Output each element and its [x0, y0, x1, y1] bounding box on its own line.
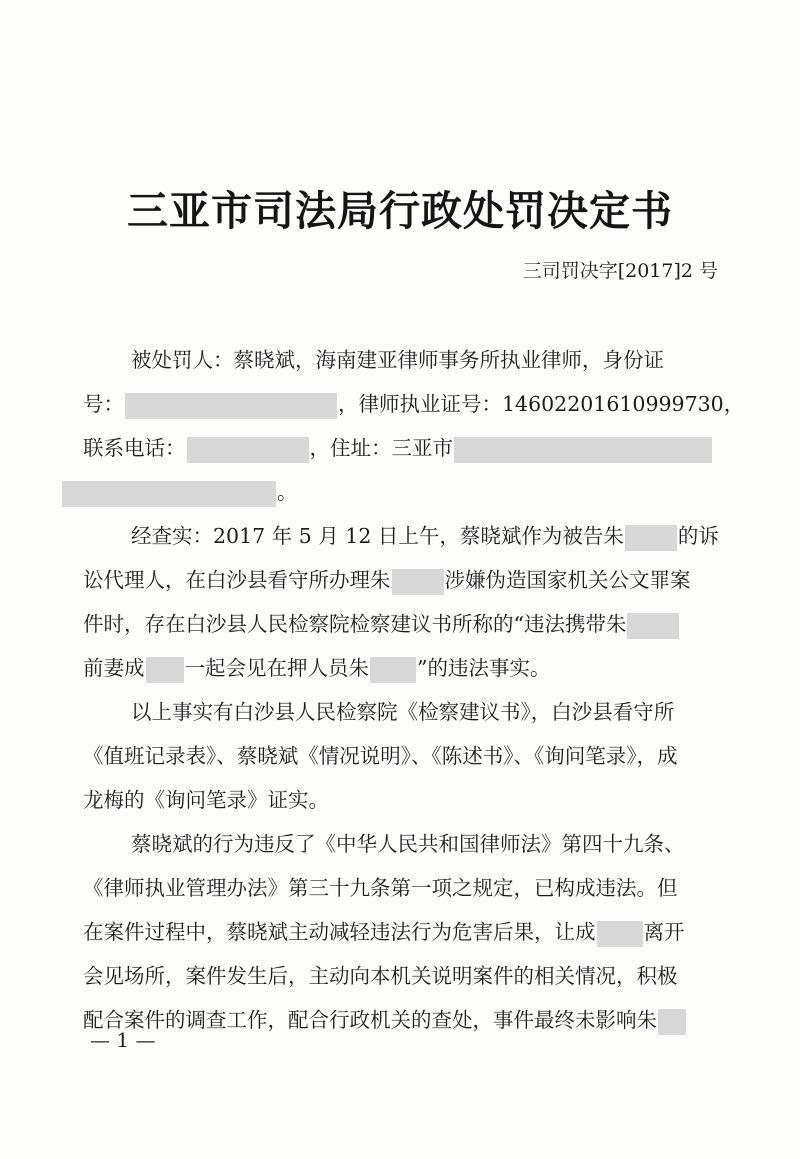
para2-line3: 件时，存在白沙县人民检察院检察建议书所称的“违法携带朱 [83, 609, 680, 639]
para4-line3: 在案件过程中，蔡晓斌主动减轻违法行为危害后果，让成 离开 [83, 917, 685, 947]
redacted-name [392, 569, 444, 595]
para1-line1: 被处罚人：蔡晓斌，海南建亚律师事务所执业律师，身份证 [131, 348, 664, 372]
page-number: — 1 — [90, 1028, 156, 1052]
para3-line1: 以上事实有白沙县人民检察院《检察建议书》，白沙县看守所 [131, 700, 675, 724]
document-title: 三亚市司法局行政处罚决定书 [127, 187, 673, 235]
redacted-name [627, 613, 679, 639]
redacted-id-number [125, 393, 337, 419]
para4-line5: 配合案件的调查工作，配合行政机关的查处，事件最终未影响朱 [83, 1005, 687, 1035]
redacted-address-cont [62, 481, 276, 507]
redacted-name [658, 1009, 686, 1035]
redacted-name [146, 657, 184, 683]
redacted-name [370, 657, 416, 683]
para4-line1: 蔡晓斌的行为违反了《中华人民共和国律师法》第四十九条、 [131, 832, 685, 856]
para4-line2: 《律师执业管理办法》第三十九条第一项之规定，已构成违法。但 [83, 876, 678, 900]
para3-line3: 龙梅的《询问笔录》证实。 [83, 788, 329, 812]
para3-line2: 《值班记录表》、蔡晓斌《情况说明》、《陈述书》、《询问笔录》，成 [83, 744, 678, 768]
redacted-name [597, 921, 643, 947]
para1-line2: 号： ，律师执业证号：14602201610999730， [83, 389, 744, 419]
para4-line4: 会见场所，案件发生后，主动向本机关说明案件的相关情况，积极 [83, 964, 678, 988]
redacted-phone [187, 437, 309, 463]
document-number: 三司罚决字[2017]2 号 [522, 260, 718, 282]
redacted-address [454, 437, 712, 463]
para2-line1: 经查实：2017 年 5 月 12 日上午，蔡晓斌作为被告朱 的诉 [131, 521, 719, 551]
redacted-name [625, 525, 677, 551]
para2-line4: 前妻成 一起会见在押人员朱 ”的违法事实。 [83, 653, 550, 683]
para1-line3: 联系电话： ，住址：三亚市 [83, 433, 713, 463]
para2-line2: 讼代理人，在白沙县看守所办理朱 涉嫌伪造国家机关公文罪案 [83, 565, 691, 595]
para1-line4: 。 [61, 477, 298, 507]
